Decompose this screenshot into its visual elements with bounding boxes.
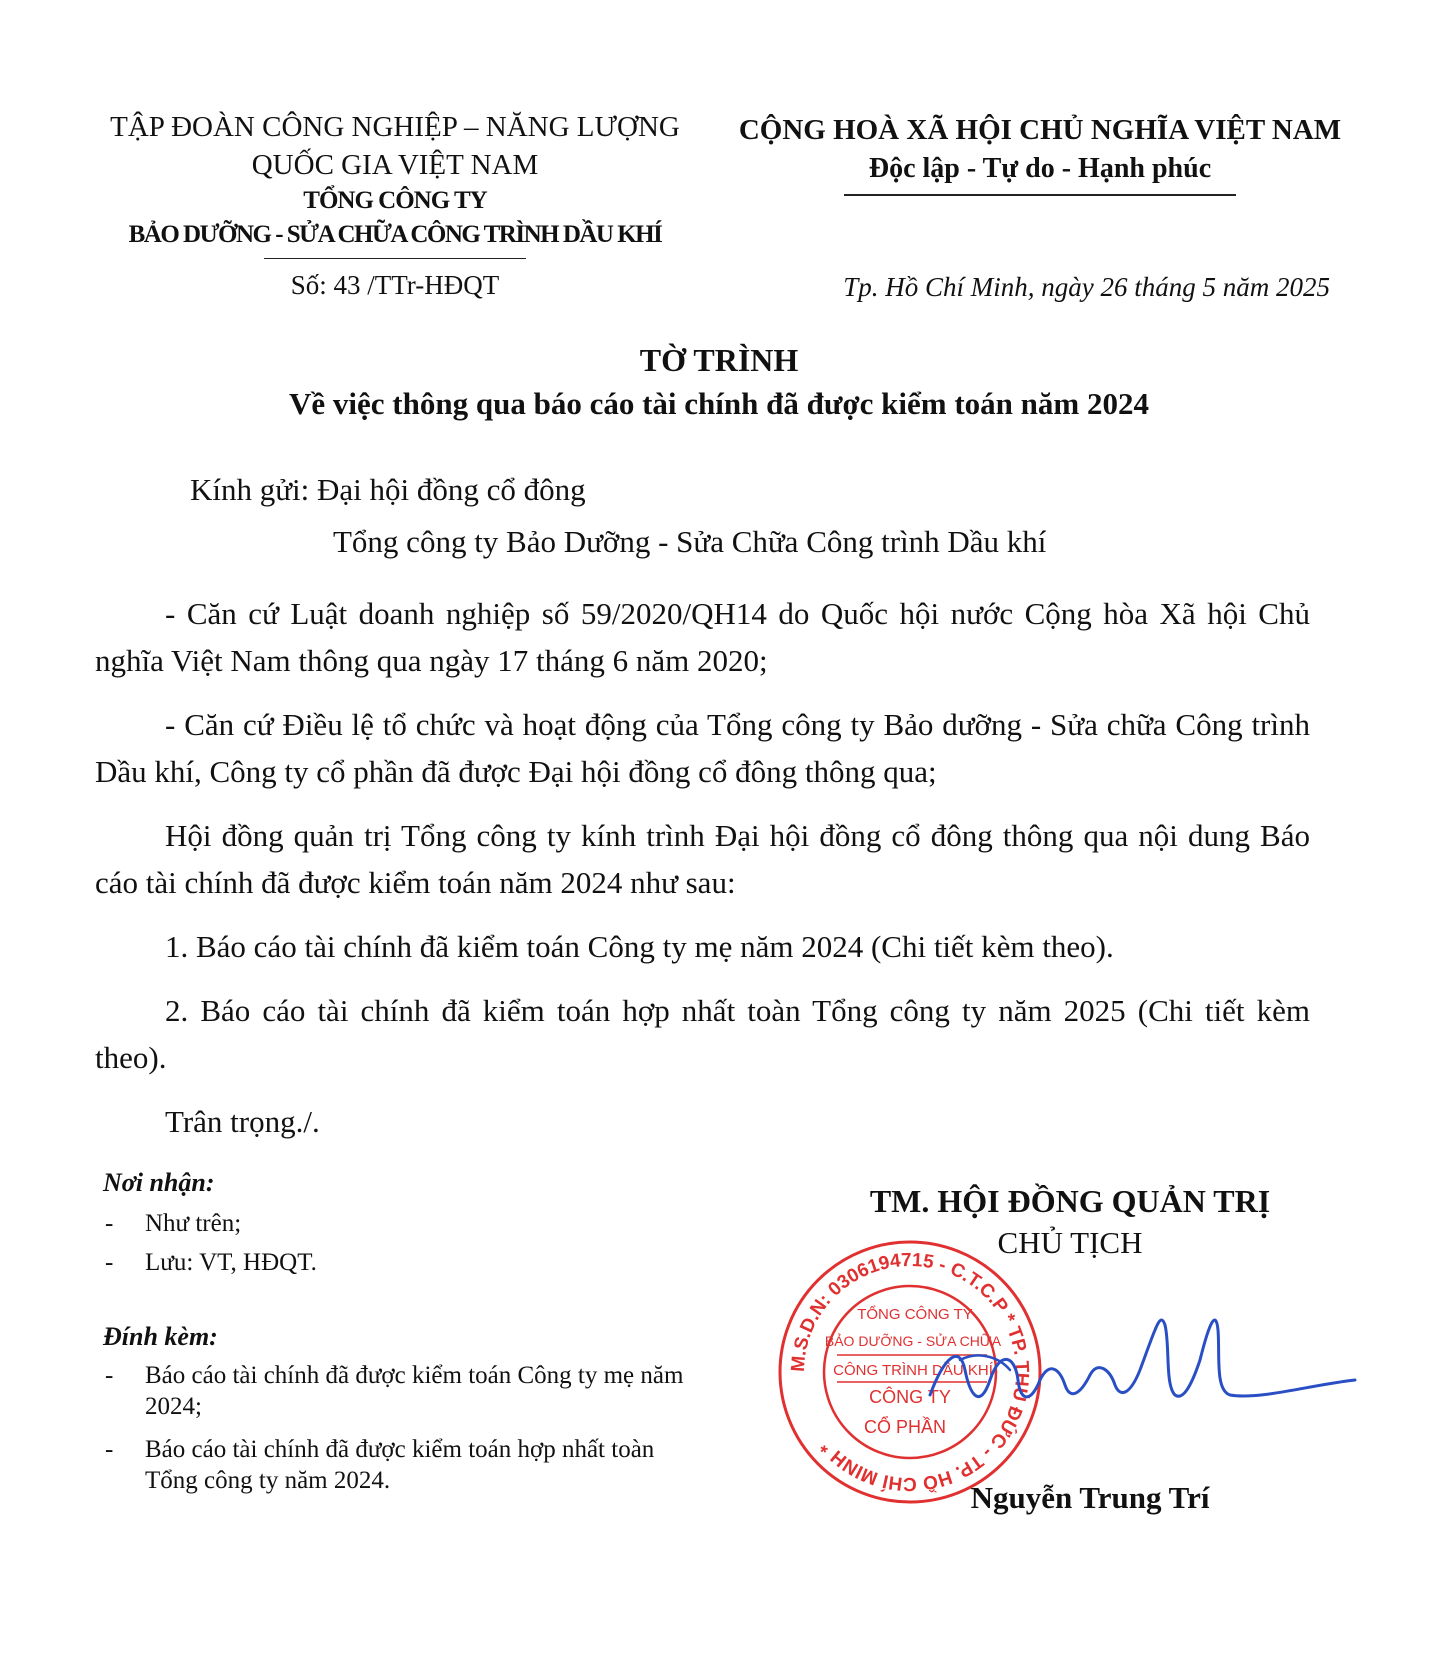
national-motto: Độc lập - Tự do - Hạnh phúc — [868, 153, 1212, 184]
document-subtitle: Về việc thông qua báo cáo tài chính đã được kiểm toán năm 2024 — [289, 386, 1149, 421]
document-date: Tp. Hồ Chí Minh, ngày 26 tháng 5 năm 2025 — [843, 272, 1330, 302]
issuer-group-line2: QUỐC GIA VIỆT NAM — [251, 149, 539, 181]
document-number: Số: 43 /TTr-HĐQT — [290, 270, 500, 300]
body-paragraph: 2. Báo cáo tài chính đã kiểm toán hợp nhất toàn Tổng công ty năm 2025 (Chi tiết kèm theo). — [95, 993, 1310, 1075]
issuer-company-line2: BẢO DƯỠNG - SỬA CHỮA CÔNG TRÌNH DẦU KHÍ — [128, 221, 662, 248]
recipient-line2: Tổng công ty Bảo Dưỡng - Sửa Chữa Công trình Dầu khí — [333, 524, 1047, 559]
signature-role: CHỦ TỊCH — [997, 1225, 1143, 1260]
issuer-underline — [264, 258, 526, 259]
document-title: TỜ TRÌNH — [639, 342, 799, 378]
recipient-line1: Kính gửi: Đại hội đồng cổ đông — [190, 472, 586, 507]
stamp-line4: CÔNG TY — [869, 1387, 951, 1407]
body-paragraph: - Căn cứ Luật doanh nghiệp số 59/2020/QH14 do Quốc hội nước Cộng hòa Xã hội Chủ nghĩa Việt Nam thông qua ngày 17 tháng 6 năm 2020; — [95, 596, 1310, 678]
issuer-group-line1: TẬP ĐOÀN CÔNG NGHIỆP – NĂNG LƯỢNG — [110, 111, 680, 143]
issuer-company-line1: TỔNG CÔNG TY — [303, 187, 487, 214]
signer-name: Nguyễn Trung Trí — [970, 1480, 1210, 1515]
list-item: - Lưu: VT, HĐQT. — [105, 1249, 317, 1276]
body-paragraph: 1. Báo cáo tài chính đã kiểm toán Công ty mẹ năm 2024 (Chi tiết kèm theo). — [165, 929, 1114, 964]
body-paragraph: Hội đồng quản trị Tổng công ty kính trình Đại hội đồng cổ đông thông qua nội dung Báo cáo tài chính đã được kiểm toán năm 2024 như sau: — [95, 818, 1310, 900]
national-title: CỘNG HOÀ XÃ HỘI CHỦ NGHĨA VIỆT NAM — [738, 114, 1342, 146]
handwritten-signature — [920, 1300, 1360, 1440]
stamp-line5: CỔ PHẦN — [863, 1417, 947, 1437]
recipients-title: Nơi nhận: — [103, 1168, 215, 1197]
attachments-list — [105, 1360, 705, 1496]
list-item: - Như trên; — [105, 1210, 242, 1237]
stamp-ring-text: M.S.D.N: 0306194715 - C.T.C.P * TP. THỦ ĐỨC - TP. HỒ CHÍ MINH * — [787, 1249, 1033, 1495]
stamp-line1: TỔNG CÔNG TY — [857, 1306, 973, 1323]
recipients-list — [105, 1208, 317, 1278]
body-paragraph: - Căn cứ Điều lệ tổ chức và hoạt động của Tổng công ty Bảo dưỡng - Sửa chữa Công trình Dầu khí, Công ty cổ phần đã được Đại hội đồng cổ đông thông qua; — [95, 707, 1310, 789]
signature-organization: TM. HỘI ĐỒNG QUẢN TRỊ — [869, 1183, 1271, 1219]
stamp-line3: CÔNG TRÌNH DẦU KHÍ — [833, 1362, 993, 1379]
attachments-title: Đính kèm: — [103, 1322, 218, 1351]
list-item: - Báo cáo tài chính đã được kiểm toán Công ty mẹ năm 2024; — [105, 1362, 684, 1420]
issuer-header — [80, 108, 710, 259]
document-body — [95, 590, 1310, 1162]
closing-line: Trân trọng./. — [165, 1104, 320, 1139]
stamp-line2: BẢO DƯỠNG - SỬA CHỮA — [824, 1333, 1002, 1349]
list-item: - Báo cáo tài chính đã được kiểm toán hợp nhất toàn Tổng công ty năm 2024. — [105, 1436, 655, 1494]
national-header — [720, 110, 1360, 196]
motto-underline — [844, 194, 1236, 196]
